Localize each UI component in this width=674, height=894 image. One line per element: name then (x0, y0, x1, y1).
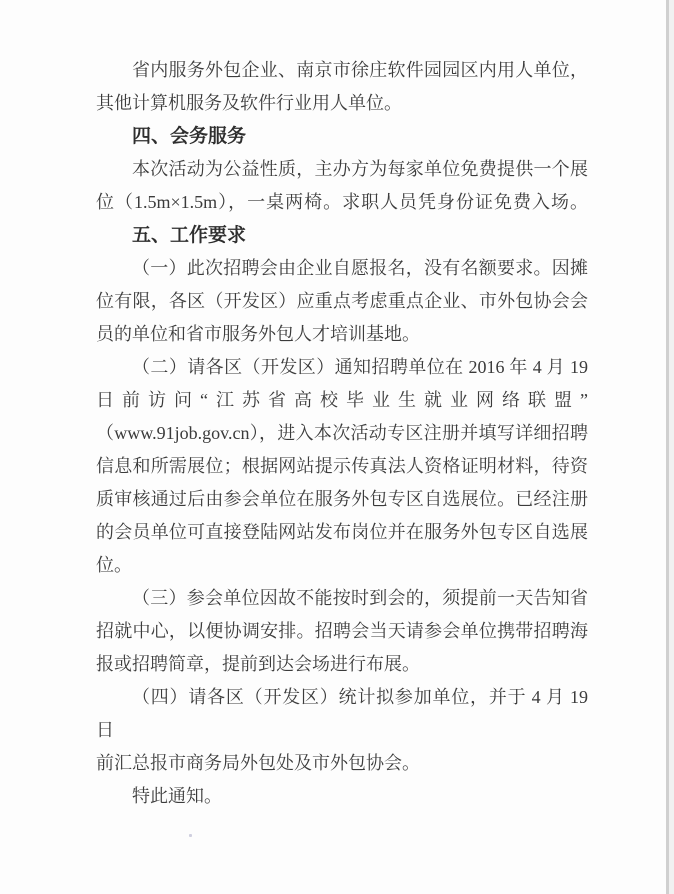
body-line: 日前访问“江苏省高校毕业生就业网络联盟” (96, 390, 588, 410)
document-body (96, 54, 588, 813)
body-line: 质审核通过后由参会单位在服务外包专区自选展位。已经注册 (96, 489, 588, 509)
body-line: 员的单位和省市服务外包人才培训基地。 (96, 324, 420, 344)
body-line: 招就中心，以便协调安排。招聘会当天请参会单位携带招聘海 (96, 621, 588, 641)
body-line: 位（1.5m×1.5m），一桌两椅。求职人员凭身份证免费入场。 (96, 192, 588, 212)
scan-speck-artifact (189, 834, 192, 837)
body-line: （四）请各区（开发区）统计拟参加单位，并于 4 月 19 日 (96, 687, 588, 740)
body-line: 位。 (96, 555, 132, 575)
body-line: 其他计算机服务及软件行业用人单位。 (96, 93, 402, 113)
notice-closing-line: 特此通知。 (132, 786, 222, 806)
scan-page-edge-margin (669, 0, 674, 894)
body-line: 报或招聘简章，提前到达会场进行布展。 (96, 654, 420, 674)
section-heading-4: 四、会务服务 (132, 126, 247, 147)
body-line: （一）此次招聘会由企业自愿报名，没有名额要求。因摊 (132, 258, 588, 278)
section-heading-5: 五、工作要求 (132, 225, 247, 246)
body-line: 位有限，各区（开发区）应重点考虑重点企业、市外包协会会 (96, 291, 588, 311)
body-line: （三）参会单位因故不能按时到会的，须提前一天告知省 (132, 588, 588, 608)
body-line: 信息和所需展位；根据网站提示传真法人资格证明材料，待资 (96, 456, 588, 476)
body-line: 本次活动为公益性质，主办方为每家单位免费提供一个展 (132, 159, 588, 179)
body-line: 前汇总报市商务局外包处及市外包协会。 (96, 753, 420, 773)
body-line-website-url: （www.91job.gov.cn），进入本次活动专区注册并填写详细招聘 (96, 423, 588, 443)
body-line: 省内服务外包企业、南京市徐庄软件园园区内用人单位， (132, 60, 588, 80)
body-line: （二）请各区（开发区）通知招聘单位在 2016 年 4 月 19 (132, 357, 588, 377)
body-line: 的会员单位可直接登陆网站发布岗位并在服务外包专区自选展 (96, 522, 588, 542)
